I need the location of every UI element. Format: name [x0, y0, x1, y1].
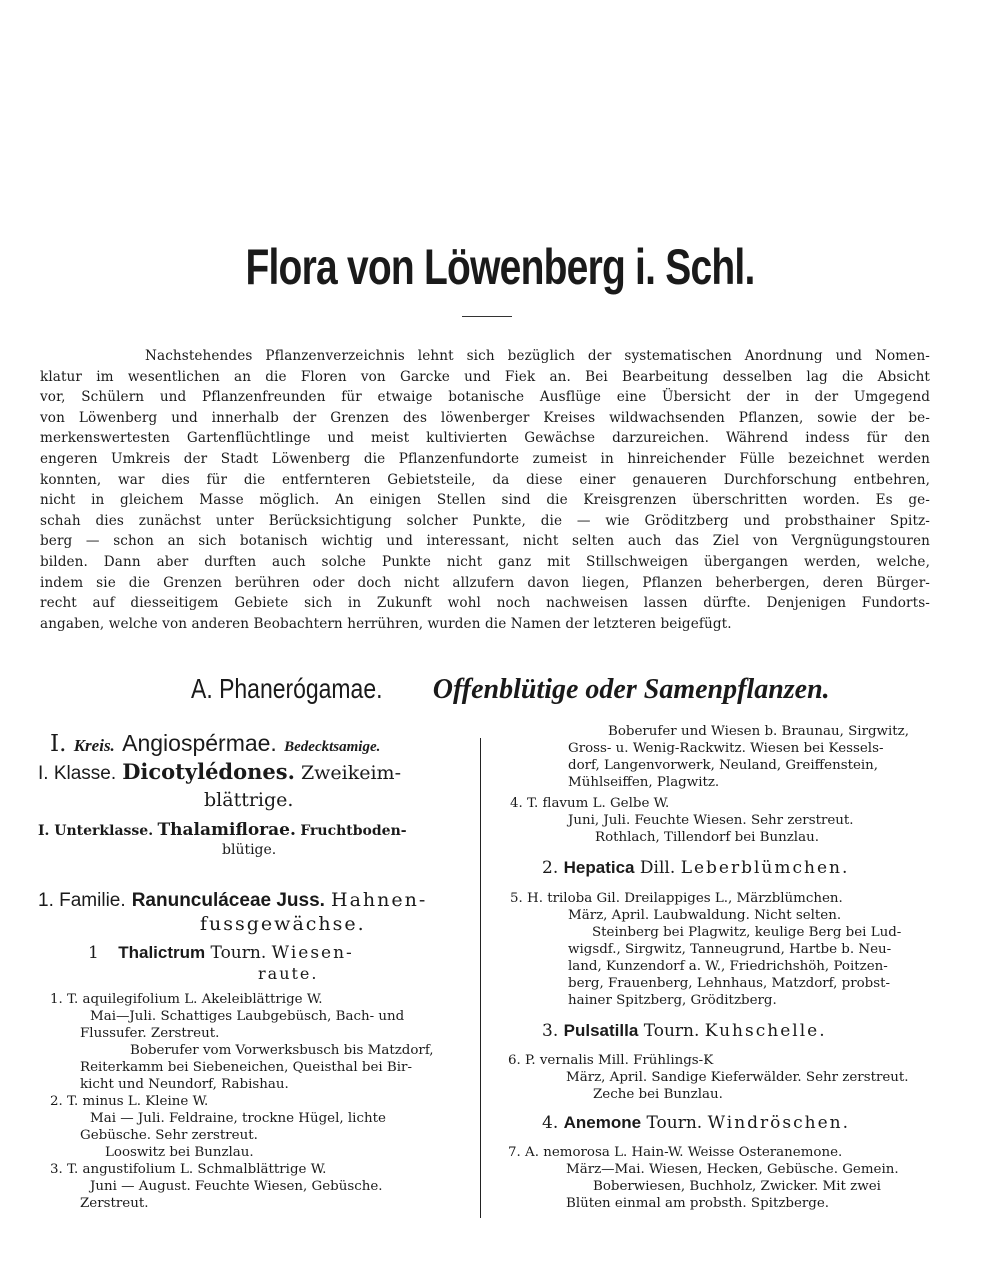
species-text: Boberufer vom Vorwerksbusch bis Matzdorf,	[130, 1043, 434, 1058]
species-text: wigsdf., Sirgwitz, Tanneugrund, Hartbe b. Neu-	[568, 942, 892, 957]
title-rule	[462, 316, 512, 317]
column-divider	[480, 738, 481, 1218]
intro-line: angaben, welche von anderen Beobachtern herrühren, wurden die Namen der letzteren beigefügt.	[40, 615, 732, 632]
intro-line: Nachstehendes Pflanzenverzeichnis lehnt sich bezüglich der systematischen Anordnung und Nomen-	[145, 348, 930, 364]
species-text: berg, Frauenberg, Lehnhaus, Matzdorf, probst-	[568, 976, 891, 991]
species-entry: 6. P. vernalis Mill. Frühlings-K	[508, 1053, 714, 1068]
species-text: Steinberg bei Plagwitz, keulige Berg bei Lud-	[592, 925, 902, 940]
genus-author: Dill.	[639, 858, 676, 878]
species-text: Reiterkamm bei Siebeneichen, Queisthal bei Bir-	[80, 1060, 412, 1075]
species-text: hainer Spitzberg, Gröditzberg.	[568, 993, 777, 1008]
intro-line: engeren Umkreis der Stadt Löwenberg die Pflanzenfundorte zumeist in hinreichender Fülle bezeichnet werden	[40, 450, 930, 467]
intro-line: berg — schon an sich botanisch wichtig und interessant, nicht selten auch das Ziel von Vergnügungstouren	[40, 533, 930, 550]
locations-continued	[568, 723, 968, 791]
species-text: Juni — August. Feuchte Wiesen, Gebüsche.	[90, 1179, 383, 1194]
kreis-number: I.	[50, 731, 67, 757]
page-title: Flora von Löwenberg i. Schl.	[245, 239, 755, 295]
genus-heading	[542, 1021, 827, 1041]
kreis-heading	[50, 728, 380, 762]
species-text: dorf, Langenvorwerk, Neuland, Greiffenstein,	[568, 758, 879, 773]
unterklasse-german-cont: blütige.	[222, 842, 277, 858]
genus-number: 1	[88, 943, 99, 963]
unterklasse-german: Fruchtboden-	[300, 823, 407, 839]
species-text: Zerstreut.	[80, 1196, 149, 1211]
familie-latin: Ranunculáceae Juss.	[131, 890, 325, 911]
species-text: Rothlach, Tillendorf bei Bunzlau.	[595, 830, 819, 845]
species-text: Zeche bei Bunzlau.	[593, 1087, 723, 1102]
kreis-german: Bedecktsamige.	[284, 739, 381, 755]
genus-name: Hepatica	[563, 858, 635, 877]
unterklasse-prefix: I. Unterklasse.	[38, 823, 154, 839]
kreis-latin: Angiospérmae.	[122, 730, 277, 756]
intro-line: nicht in gleichem Masse möglich. An einigen Stellen sind die Kreisgrenzen überschritten worden. Es ge-	[40, 492, 930, 509]
species-entry: 5. H. triloba Gil. Dreilappiges L., Märzblümchen.	[510, 891, 843, 906]
genus-heading	[542, 1113, 850, 1133]
intro-line: konnten, war dies für die entfernteren Gebietsteile, da diese einer genaueren Durchforschung entbehren,	[40, 471, 930, 488]
genus-author: Tourn.	[646, 1113, 703, 1133]
intro-line: schah dies zunächst unter Berücksichtigung solcher Punkte, die — wie Gröditzberg und probsthainer Spitz-	[40, 512, 930, 529]
kreis-word: Kreis.	[73, 736, 115, 755]
genus-number: 4.	[542, 1113, 559, 1133]
genus-german-cont: raute.	[258, 964, 319, 983]
species-text: Blüten einmal am probsth. Spitzberge.	[566, 1196, 830, 1211]
species-pulsatilla	[508, 1052, 948, 1103]
species-text: land, Kunzendorf a. W., Friedrichshöh, Poitzen-	[568, 959, 888, 974]
intro-line: merkenswertesten Gartenflüchtlinge und meist kultivierten Gewächse darzureichen. Während indess für den	[40, 430, 930, 447]
intro-line: klatur im wesentlichen an die Floren von Garcke und Fiek an. Bei Bearbeitung desselben lag die Absicht	[40, 368, 930, 385]
intro-line: indem sie die Grenzen berühren oder doch nicht allzufern davon liegen, Pflanzen beherbergen, deren Bürger-	[40, 574, 930, 591]
intro-line: von Löwenberg und innerhalb der Grenzen des löwenberger Kreises wildwachsenden Pflanzen, sowie der be-	[40, 409, 930, 426]
genus-name: Pulsatilla	[563, 1021, 639, 1040]
species-list-left	[50, 991, 470, 1212]
familie-german: Hahnen-	[331, 889, 428, 911]
intro-line: vor, Schülern und Pflanzenfreunden für etwaige botanische Ausflüge eine Übersicht der in der Umgegend	[40, 389, 930, 406]
klasse-latin: Dicotylédones.	[122, 759, 295, 784]
familie-heading	[38, 888, 427, 913]
genus-author: Tourn.	[210, 943, 267, 963]
species-entry: 7. A. nemorosa L. Hain-W. Weisse Osteranemone.	[508, 1145, 843, 1160]
genus-german: Wiesen-	[271, 943, 354, 963]
intro-line: recht auf diesseitigem Gebiete sich in Zukunft wohl noch nachweisen lassen dürfte. Denjenigen Fundorts-	[40, 595, 930, 612]
genus-german: Windröschen.	[707, 1113, 851, 1133]
species-text: Boberwiesen, Buchholz, Zwicker. Mit zwei	[593, 1179, 881, 1194]
species-flavum	[510, 795, 950, 846]
species-entry: 4. T. flavum L. Gelbe W.	[510, 796, 670, 811]
species-entry: 3. T. angustifolium L. Schmalblättrige W.	[50, 1162, 327, 1177]
species-text: Looswitz bei Bunzlau.	[105, 1145, 254, 1160]
genus-number: 3.	[542, 1021, 559, 1041]
section-title: A. Phanerógamae.	[191, 673, 383, 704]
species-anemone	[508, 1144, 948, 1212]
species-text: Flussufer. Zerstreut.	[80, 1026, 220, 1041]
genus-name: Thalictrum	[118, 943, 206, 962]
species-entry: 1. T. aquilegifolium L. Akeleiblättrige W.	[50, 992, 323, 1007]
familie-prefix: 1. Familie.	[38, 890, 126, 911]
species-text: Mai—Juli. Schattiges Laubgebüsch, Bach- und	[90, 1009, 405, 1024]
genus-heading	[542, 858, 849, 878]
intro-paragraph	[40, 346, 930, 634]
section-heading	[0, 672, 1000, 706]
intro-line: bilden. Dann aber durften auch solche Punkte nicht ganz mit Stillschweigen übergangen werden, welche,	[40, 553, 930, 570]
species-text: Mai — Juli. Feldraine, trockne Hügel, lichte	[90, 1111, 386, 1126]
species-hepatica	[510, 890, 950, 1009]
species-text: Mühlseiffen, Plagwitz.	[568, 775, 720, 790]
genus-heading	[88, 943, 354, 963]
klasse-german: Zweikeim-	[300, 762, 401, 784]
genus-german: Kuhschelle.	[704, 1021, 827, 1041]
species-entry: 2. T. minus L. Kleine W.	[50, 1094, 209, 1109]
genus-name: Anemone	[563, 1113, 642, 1132]
species-text: Boberufer und Wiesen b. Braunau, Sirgwitz,	[608, 724, 909, 739]
klasse-heading	[38, 760, 401, 786]
klasse-german-cont: blättrige.	[204, 789, 294, 811]
unterklasse-heading	[38, 820, 407, 840]
genus-number: 2.	[542, 858, 559, 878]
species-text: Juni, Juli. Feuchte Wiesen. Sehr zerstreut.	[568, 813, 854, 828]
species-text: Gross- u. Wenig-Rackwitz. Wiesen bei Kessels-	[568, 741, 884, 756]
species-text: März, April. Laubwaldung. Nicht selten.	[568, 908, 842, 923]
species-text: März—Mai. Wiesen, Hecken, Gebüsche. Gemein.	[566, 1162, 899, 1177]
genus-author: Tourn.	[643, 1021, 700, 1041]
klasse-prefix: I. Klasse.	[38, 763, 117, 784]
species-text: Gebüsche. Sehr zerstreut.	[80, 1128, 258, 1143]
familie-german-cont: fussgewächse.	[200, 913, 366, 935]
species-text: März, April. Sandige Kieferwälder. Sehr zerstreut.	[566, 1070, 909, 1085]
section-subtitle: Offenblütige oder Samenpflanzen.	[432, 674, 830, 705]
genus-german: Leberblümchen.	[680, 858, 850, 878]
unterklasse-latin: Thalamiflorae.	[157, 820, 296, 840]
species-text: kicht und Neundorf, Rabishau.	[80, 1077, 289, 1092]
